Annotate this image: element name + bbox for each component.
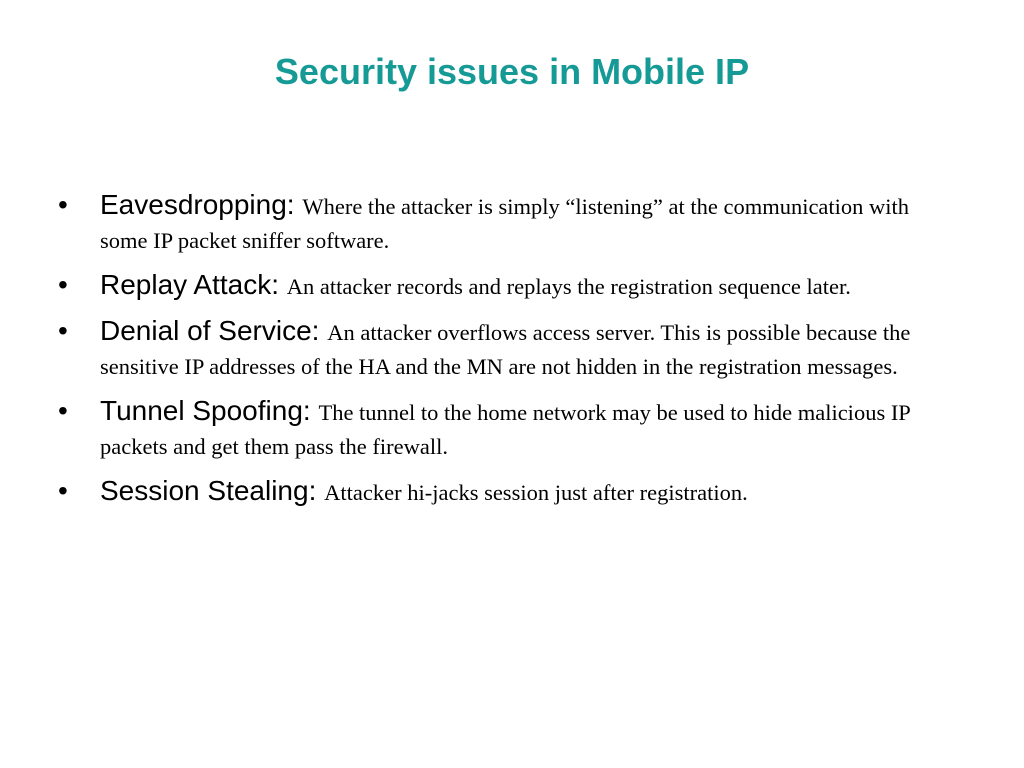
- bullet-list: [56, 188, 956, 520]
- bullet-item-session-stealing: [56, 474, 956, 510]
- bullet-item-replay-attack: [56, 268, 956, 304]
- bullet-term: Session Stealing:: [100, 475, 325, 506]
- bullet-term: Replay Attack:: [100, 269, 287, 300]
- bullet-icon: •: [58, 395, 68, 426]
- bullet-term: Tunnel Spoofing:: [100, 395, 319, 426]
- bullet-term: Eavesdropping:: [100, 189, 303, 220]
- bullet-description: Where the attacker is simply “listening” at the communication with some IP packet sniffer software.: [100, 194, 910, 253]
- bullet-description: Attacker hi-jacks session just after registration.: [324, 480, 748, 505]
- bullet-description: An attacker overflows access server. This is possible because the sensitive IP addresses of the HA and the MN are not hidden in the registration messages.: [100, 320, 911, 379]
- bullet-description: The tunnel to the home network may be used to hide malicious IP packets and get them pass the firewall.: [100, 400, 910, 459]
- slide-title: Security issues in Mobile IP: [274, 51, 750, 92]
- bullet-icon: •: [58, 315, 68, 346]
- bullet-icon: •: [58, 189, 68, 220]
- bullet-item-denial-of-service: [56, 314, 956, 384]
- bullet-item-tunnel-spoofing: [56, 394, 956, 464]
- bullet-description: An attacker records and replays the registration sequence later.: [286, 274, 851, 299]
- bullet-icon: •: [58, 269, 68, 300]
- bullet-term: Denial of Service:: [100, 315, 328, 346]
- bullet-icon: •: [58, 475, 68, 506]
- bullet-item-eavesdropping: [56, 188, 956, 258]
